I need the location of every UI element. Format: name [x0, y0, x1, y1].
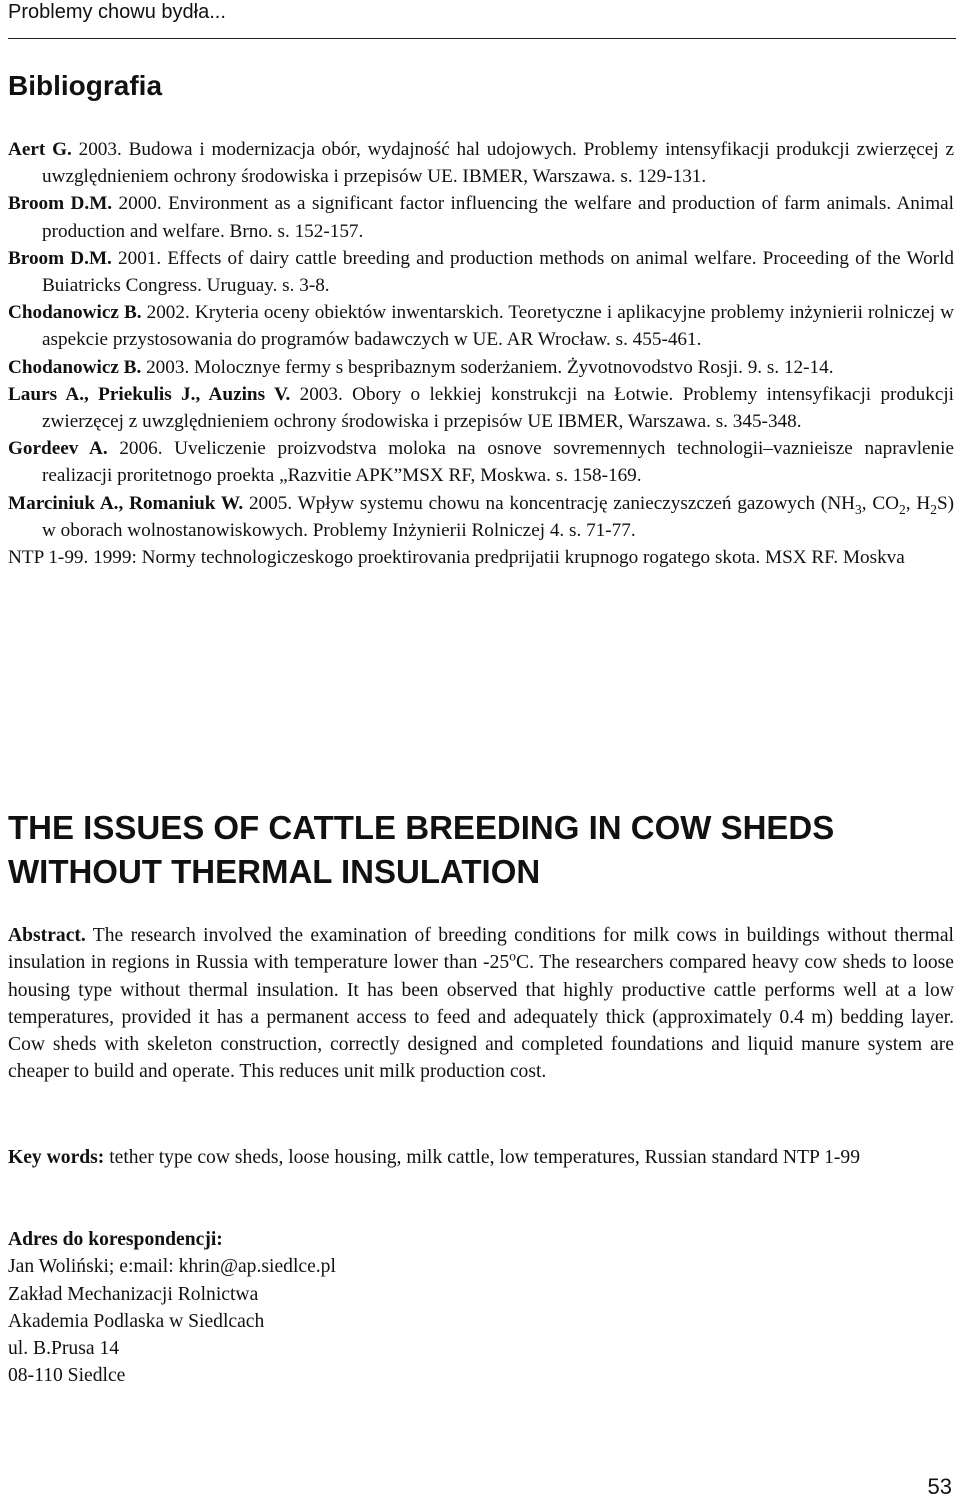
bibliography-list — [8, 136, 954, 571]
correspondence-line: Akademia Podlaska w Siedlcach — [8, 1310, 265, 1332]
reference-item — [8, 245, 954, 299]
correspondence-line: 08-110 Siedlce — [8, 1365, 126, 1387]
reference-authors: Laurs A., Priekulis J., Auzins V. — [8, 383, 291, 405]
article-title-line: THE ISSUES OF CATTLE BREEDING IN COW SHEDS — [8, 809, 835, 846]
keywords-label: Key words: — [8, 1147, 105, 1168]
reference-authors: NTP 1-99. — [8, 547, 89, 569]
subscript: 2 — [899, 501, 906, 517]
reference-item — [8, 190, 954, 244]
bibliography-heading: Bibliografia — [8, 70, 163, 101]
reference-text: 2000. Environment as a significant factor influencing the welfare and production of farm animals. Animal production and welfare. Brno. s. 152-157. — [42, 193, 955, 242]
article-title — [8, 806, 834, 894]
correspondence-line: ul. B.Prusa 14 — [8, 1338, 120, 1360]
degree-superscript: o — [509, 948, 517, 964]
abstract-text: C. The researchers compared heavy cow sheds to loose housing type without thermal insulation. It has been observed that highly productive cattle performs well at a low temperatures, provided it has a permanent access to feed and adequately thick (approximately 0.4 m) bedding layer. Cow sheds with skeleton construction, correctly designed and completed foundations and liquid manure system are cheaper to build and operate. This reduces unit milk production cost. — [8, 952, 954, 1083]
reference-text: 2003. Obory o lekkiej konstrukcji na Łotwie. Problemy intensyfikacji produkcji zwierzęcej z uwzględnieniem ochrony środowiska i przepisów UE IBMER, Warszawa. s. 345-348. — [42, 383, 954, 433]
reference-text: 2005. Wpływ systemu chowu na koncentrację zanieczyszczeń gazowych (NH — [243, 492, 856, 514]
reference-text: 2002. Kryteria oceny obiektów inwentarskich. Teoretyczne i aplikacyjne problemy inżynierii rolniczej w aspekcie przystosowania do programów badawczych w UE. AR Wrocław. s. 455-461. — [42, 302, 955, 351]
reference-text: 1999: Normy technologiczeskogo proektirovania predprijatii krupnogo rogatego skota. MSX RF. Moskva — [88, 547, 905, 569]
reference-authors: Chodanowicz B. — [8, 356, 142, 378]
subscript: 2 — [930, 501, 937, 517]
reference-item — [8, 299, 954, 353]
keywords — [8, 1144, 954, 1171]
running-header — [8, 0, 956, 39]
reference-text: 2003. Budowa i modernizacja obór, wydajność hal udojowych. Problemy intensyfikacji produkcji zwierzęcej z uwzględnieniem ochrony środowiska i przepisów UE. IBMER, Warszawa. s. 129-131. — [42, 139, 954, 188]
reference-item — [8, 490, 954, 544]
keywords-text: tether type cow sheds, loose housing, milk cattle, low temperatures, Russian standard NTP 1-99 — [104, 1147, 860, 1168]
reference-text: 2006. Uveliczenie proizvodstva moloka na osnove sovremennych technologii–vaznieisze napravlenie realizacji proritetnogo proekta „Razvitie APK”MSX RF, Moskwa. s. 158-169. — [42, 438, 954, 487]
subscript: 3 — [855, 501, 862, 517]
reference-item — [8, 354, 954, 381]
article-title-line: WITHOUT THERMAL INSULATION — [8, 853, 541, 890]
reference-authors: Aert G. — [8, 139, 72, 160]
correspondence-label: Adres do korespondencji: — [8, 1229, 223, 1250]
abstract-label: Abstract. — [8, 925, 86, 946]
reference-text: , H — [905, 492, 931, 514]
reference-text: , CO — [861, 492, 900, 514]
reference-text: S) w oborach wolnostanowiskowych. Problemy Inżynierii Rolniczej 4. s. 71-77. — [42, 492, 954, 541]
reference-authors: Gordeev A. — [8, 438, 108, 460]
reference-item — [8, 381, 954, 435]
reference-authors: Broom D.M. — [8, 247, 112, 269]
reference-authors: Chodanowicz B. — [8, 302, 142, 324]
reference-item — [8, 136, 954, 190]
abstract-text: The research involved the examination of breeding conditions for milk cows in buildings without thermal insulation in regions in Russia with temperature lower than -25 — [8, 925, 954, 974]
correspondence-line: Zakład Mechanizacji Rolnictwa — [8, 1283, 259, 1305]
running-title: Problemy chowu bydła... — [8, 1, 226, 23]
abstract — [8, 922, 954, 1086]
reference-item — [8, 544, 954, 571]
correspondence-line: Jan Woliński; e:mail: khrin@ap.siedlce.pl — [8, 1256, 336, 1278]
page-number: 53 — [927, 1474, 952, 1499]
reference-text: 2001. Effects of dairy cattle breeding and production methods on animal welfare. Proceeding of the World Buiatricks Congress. Uruguay. s. 3-8. — [42, 247, 954, 297]
correspondence-block — [8, 1226, 336, 1390]
reference-text: 2003. Molocznye fermy s bespribaznym soderżaniem. Żyvotnovodstvo Rosji. 9. s. 12-14. — [141, 356, 834, 378]
reference-authors: Marciniuk A., Romaniuk W. — [8, 492, 244, 514]
reference-authors: Broom D.M. — [8, 193, 113, 215]
reference-item — [8, 435, 954, 489]
